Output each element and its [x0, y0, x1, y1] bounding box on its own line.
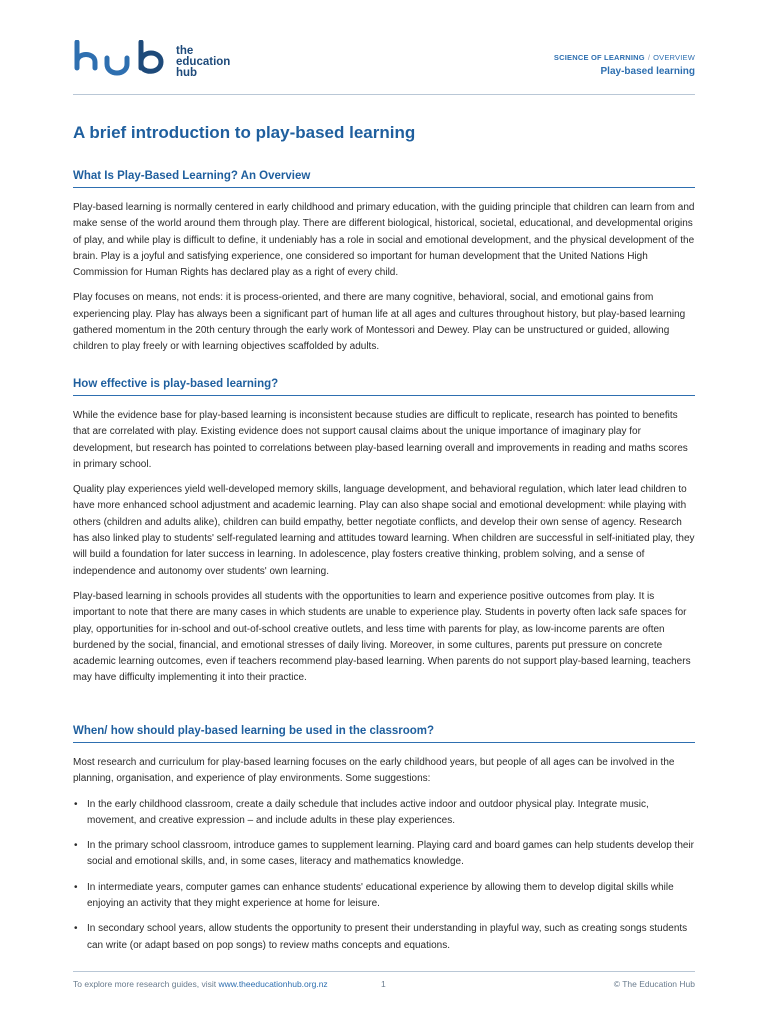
paragraph: Play-based learning is normally centered in early childhood and primary education, with the guiding principle that children can learn from and make sense of the world around them through play. There are different biological, historical, societal, educational, and developmental origins of play, and while play is difficult to define, it undeniably has a role in social and emotional development, and the physical development of the brain. Play is a joyful and satisfying experience, one considered so important for human development that the United Nations High Commission for Human Rights has declared play as a right of every child.: [73, 202, 695, 279]
breadcrumb-title: Play-based learning: [600, 66, 695, 77]
logo-wordmark: [176, 46, 230, 79]
logo-line: education: [176, 56, 231, 68]
logo-line: the: [176, 45, 194, 57]
section-heading: How effective is play-based learning?: [73, 378, 695, 396]
breadcrumb-sub[interactable]: OVERVIEW: [653, 53, 695, 62]
paragraph: Most research and curriculum for play-based learning focuses on the early childhood years, but people of all ages can be involved in the planning, organisation, and experience of play environments. Some suggestions:: [73, 757, 675, 785]
list-item-text: In the primary school classroom, introduce games to supplement learning. Playing card and board games can help students develop their social and emotional skills, and, in some cases, literacy and mathematics knowledge.: [87, 840, 695, 868]
section-overview: [73, 170, 695, 365]
bullet-icon: •: [74, 923, 78, 935]
bullet-icon: •: [74, 798, 78, 810]
page-title: A brief introduction to play-based learning: [73, 123, 416, 142]
list-item: [73, 880, 695, 913]
list-item: [73, 921, 695, 954]
paragraph: Play focuses on means, not ends: it is process-oriented, and there are many cognitive, behavioral, social, and emotional gains from experiencing play. Play has always been a significant part of human life at all ages and cultures throughout history, but play-based learning gathered momentum in the 20th century through the early work of Montessori and Dewey. Play can be unstructured or guided, allowing children to play freely or with learning objectives scaffolded by adults.: [73, 292, 686, 353]
list-item: [73, 797, 695, 830]
footer-research-note: [73, 979, 328, 989]
suggestion-list: [73, 797, 695, 954]
section-heading: When/ how should play-based learning be used in the classroom?: [73, 725, 695, 743]
section-classroom-use: [73, 725, 695, 963]
list-item-text: In secondary school years, allow students the opportunity to present their understanding in playful way, such as creating songs students can write (or adapt based on pop songs) to review maths concepts and equations.: [87, 923, 688, 951]
breadcrumb-separator: /: [647, 53, 651, 62]
page-number: 1: [381, 979, 386, 989]
list-item-text: In intermediate years, computer games can enhance students' educational experience by allowing them to develop digital skills while enjoying an activity that they might experience at home for leisure.: [87, 881, 674, 910]
page-header: [73, 40, 695, 95]
hub-logo-icon: [73, 40, 169, 82]
list-item-text: In the early childhood classroom, create a daily schedule that includes active indoor and outdoor physical play. Integrate music, movement, and creative expression – and include adults in these play experiences.: [87, 798, 649, 826]
paragraph: Quality play experiences yield well-developed memory skills, language development, and behavioral regulation, which later lead children to have more enhanced school adjustment and academic learning. Play can also shape social and emotional development: while playing with others (children and adults alike), children can build empathy, better negotiate conflicts, and develop their own sense of agency. Research has also linked play to students' self-regulated learning and attitudes toward learning. When children are successful in self-initiated play, they will build a foundation for later success in learning. In adolescence, play fosters creative thinking, problem solving, and a sense of independence and autonomy over students' own learning.: [73, 484, 695, 577]
breadcrumb: [554, 53, 695, 77]
section-heading: What Is Play-Based Learning? An Overview: [73, 170, 695, 188]
copyright: © The Education Hub: [613, 979, 695, 989]
website-link[interactable]: www.theeducationhub.org.nz: [218, 979, 328, 989]
list-item: [73, 838, 695, 871]
page-footer: [73, 971, 695, 995]
paragraph: Play-based learning in schools provides all students with the opportunities to learn and experience positive outcomes from play. It is important to note that there are many cases in which students are unable to experience play. Students in poverty often lack safe spaces for play, opportunities for in-school and out-of-school creative outlets, and less time with parents for play, as low-income parents are often burdened by the social, financial, and emotional stresses of daily living. Moreover, in some cultures, parents put pressure on concrete academic learning outcomes, even if teachers recommend play-based learning. When parents do not support play-based learning, teachers may have difficulty implementing it into their practice.: [73, 590, 691, 684]
footer-text: To explore more research guides, visit: [73, 979, 219, 989]
logo-line: hub: [176, 67, 198, 79]
breadcrumb-section[interactable]: SCIENCE OF LEARNING: [553, 53, 645, 62]
section-effectiveness: [73, 378, 695, 696]
bullet-icon: •: [74, 881, 78, 893]
bullet-icon: •: [74, 840, 78, 852]
education-hub-logo[interactable]: [73, 40, 243, 82]
paragraph: While the evidence base for play-based learning is inconsistent because studies are difficult to replicate, research has pointed to benefits that are correlated with play. Existing evidence does not support causal claims about the unique importance of imaginary play for development, but research has pointed to correlations between play-based learning overall and improvements in reading and maths scores in primary school.: [73, 410, 688, 470]
